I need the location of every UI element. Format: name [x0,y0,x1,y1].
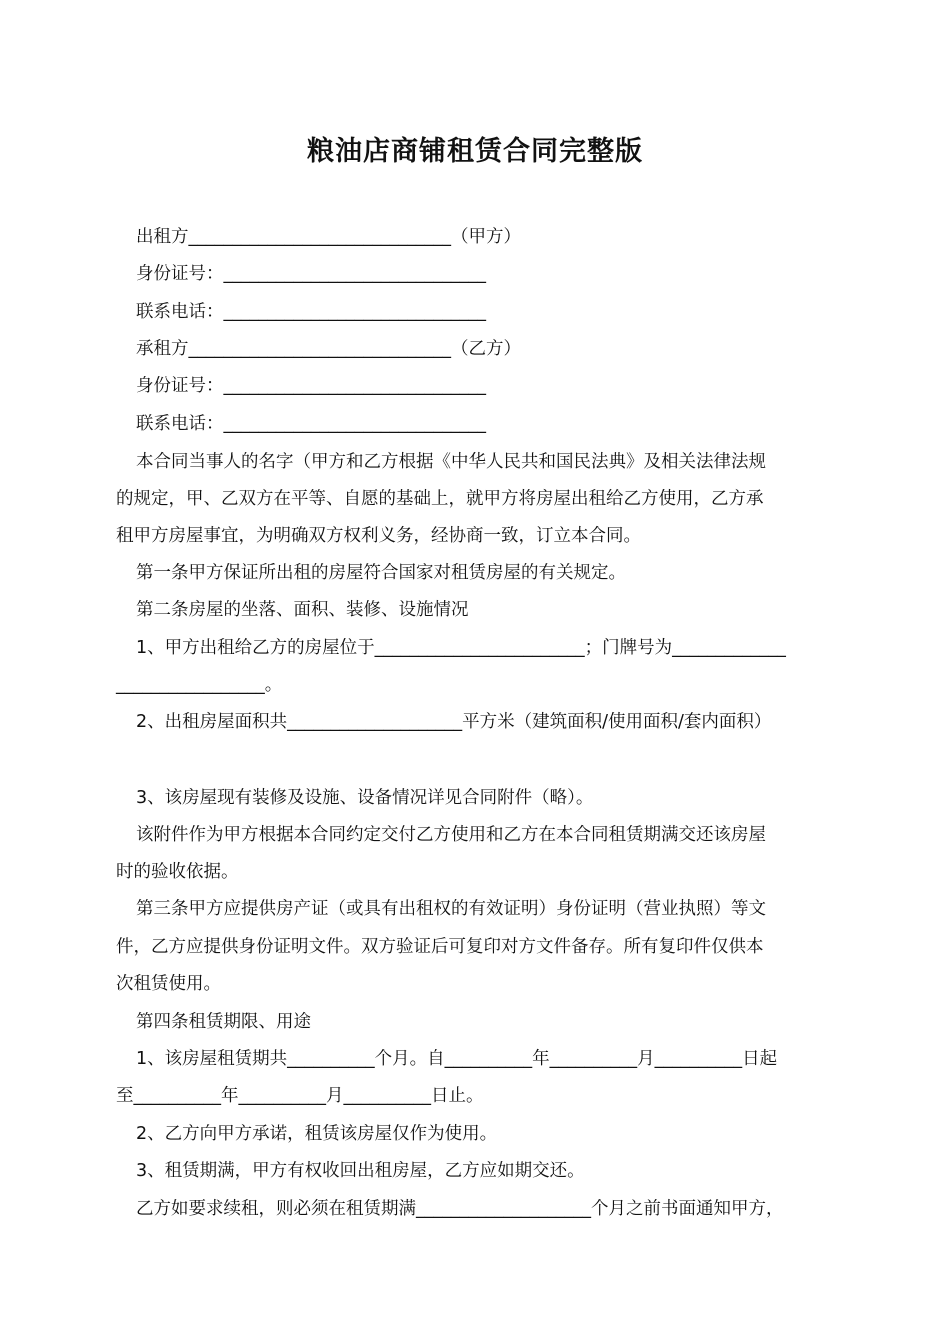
clause-line: 3、该房屋现有装修及设施、设备情况详见合同附件（略）。 [136,788,594,808]
paragraph-line: 次租赁使用。 [116,974,221,994]
clause-line: 2、乙方向甲方承诺，租赁该房屋仅作为使用。 [136,1124,498,1144]
paragraph-line: 时的验收依据。 [116,862,239,882]
lessor-id-line: 身份证号：______________________________ [136,264,486,284]
article-4-heading: 第四条租赁期限、用途 [136,1012,311,1032]
clause-line: 至__________年__________月__________日止。 [116,1086,484,1106]
paragraph-line: 乙方如要求续租，则必须在租赁期满____________________个月之前书面通知甲方， [136,1199,784,1219]
article-2-heading: 第二条房屋的坐落、面积、装修、设施情况 [136,600,469,620]
article-3-line: 第三条甲方应提供房产证（或具有出租权的有效证明）身份证明（营业执照）等文 [136,899,766,919]
paragraph-line: 本合同当事人的名字（甲方和乙方根据《中华人民共和国民法典》及相关法律法规 [136,452,766,472]
clause-line: 3、租赁期满，甲方有权收回出租房屋，乙方应如期交还。 [136,1161,585,1181]
clause-line: 1、甲方出租给乙方的房屋位于________________________；门牌号为_____________ [136,638,786,658]
article-1-line: 第一条甲方保证所出租的房屋符合国家对租赁房屋的有关规定。 [136,563,626,583]
paragraph-line: 该附件作为甲方根据本合同约定交付乙方使用和乙方在本合同租赁期满交还该房屋 [136,825,766,845]
clause-line: _________________。 [116,675,283,695]
lessee-phone-line: 联系电话：______________________________ [136,414,486,434]
lessee-id-line: 身份证号：______________________________ [136,376,486,396]
document-title: 粮油店商铺租赁合同完整版 [307,136,643,167]
clause-line: 2、出租房屋面积共____________________平方米（建筑面积/使用面积/套内面积） [136,712,772,732]
lessor-line: 出租方______________________________（甲方） [136,227,521,247]
paragraph-line: 件，乙方应提供身份证明文件。双方验证后可复印对方文件备存。所有复印件仅供本 [116,937,764,957]
lessor-phone-line: 联系电话：______________________________ [136,302,486,322]
clause-line: 1、该房屋租赁期共__________个月。自__________年__________月__________日起 [136,1049,778,1069]
paragraph-line: 租甲方房屋事宜，为明确双方权利义务，经协商一致，订立本合同。 [116,526,641,546]
paragraph-line: 的规定，甲、乙双方在平等、自愿的基础上，就甲方将房屋出租给乙方使用，乙方承 [116,489,764,509]
lessee-line: 承租方______________________________（乙方） [136,339,521,359]
